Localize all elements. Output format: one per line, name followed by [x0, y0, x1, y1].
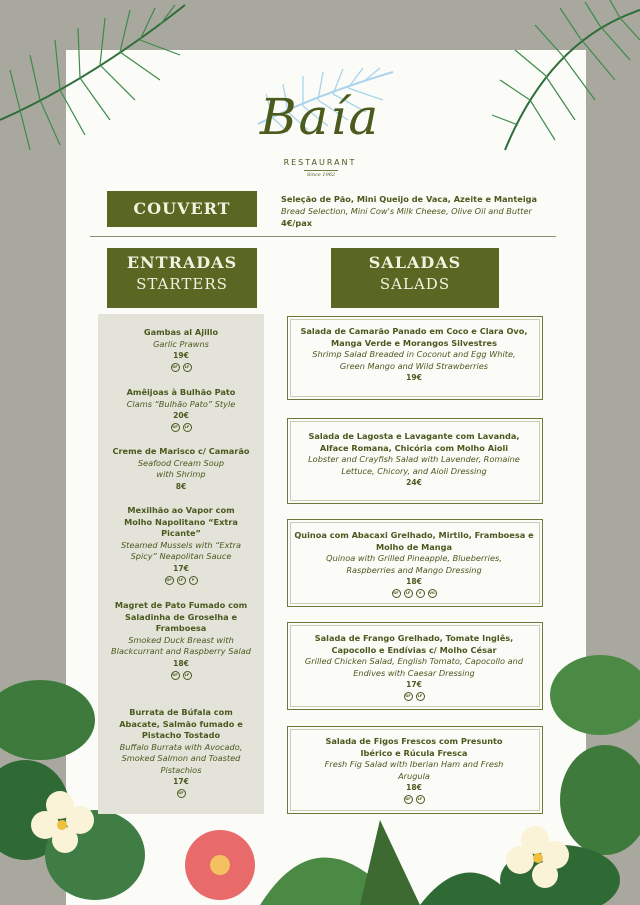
- item-name-en: Seafood Cream Soup with Shrimp: [137, 457, 225, 479]
- item-price: 18€: [406, 783, 422, 792]
- item-name-pt: Creme de Marisco c/ Camarão: [112, 446, 250, 456]
- item-name-en: Fresh Fig Salad with Iberian Ham and Fresh Arugula: [324, 759, 504, 781]
- couvert-en: Bread Selection, Mini Cow's Milk Cheese, Olive Oil and Butter: [281, 206, 532, 216]
- diet-icons: [104, 363, 258, 372]
- vegetarian-icon: V: [416, 589, 425, 598]
- lactose-free-icon: LF: [404, 589, 413, 598]
- saladas-title-en: SALADS: [379, 275, 451, 293]
- logo-since: Since 1962: [304, 170, 338, 178]
- gluten-free-icon: GF: [165, 576, 174, 585]
- gluten-free-icon: GF: [171, 363, 180, 372]
- item-name-pt: Salada de Camarão Panado em Coco e Clara Ovo, Manga Verde e Morangos Silvestres: [300, 326, 528, 348]
- item-price: 17€: [173, 563, 189, 573]
- logo-subtitle: RESTAURANT: [283, 158, 357, 167]
- pork-icon: P: [189, 576, 198, 585]
- diet-icons: [293, 589, 535, 598]
- couvert-description: [281, 193, 581, 229]
- item-name-en: Lobster and Crayfish Salad with Lavender, Romaine Lettuce, Chicory, and Aioli Dressing: [308, 454, 520, 476]
- starter-item: [104, 327, 258, 372]
- starter-item: [104, 505, 258, 585]
- starter-item: [104, 387, 258, 432]
- item-name-pt: Quinoa com Abacaxi Grelhado, Mirtilo, Framboesa e Molho de Manga: [294, 530, 534, 552]
- item-name-en: Buffalo Burrata with Avocado, Smoked Salmon and Toasted Pistachios: [119, 741, 243, 775]
- salad-item: [293, 530, 535, 598]
- logo-wordmark: Baía: [259, 88, 381, 146]
- item-name-en: Clams “Bulhão Pato” Style: [126, 398, 236, 409]
- item-name-en: Grilled Chicken Salad, English Tomato, Capocollo and Endives with Caesar Dressing: [304, 656, 524, 678]
- item-name-en: Shrimp Salad Breaded in Coconut and Egg White, Green Mango and Wild Strawberries: [312, 349, 516, 371]
- salad-item: [293, 431, 535, 489]
- lactose-free-icon: LF: [416, 795, 425, 804]
- vegan-icon: VG: [428, 589, 437, 598]
- item-name-pt: Burrata de Búfala com Abacate, Salmão fumado e Pistacho Tostado: [119, 707, 243, 740]
- gluten-free-icon: GF: [177, 789, 186, 798]
- gluten-free-icon: GF: [171, 671, 180, 680]
- diet-icons: [104, 789, 258, 798]
- item-name-en: Quinoa with Grilled Pineapple, Blueberries, Raspberries and Mango Dressing: [326, 553, 502, 575]
- diet-icons: [104, 423, 258, 432]
- item-name-pt: Salada de Figos Frescos com Presunto Ibérico e Rúcula Fresca: [325, 736, 503, 758]
- item-price: 20€: [173, 411, 189, 420]
- saladas-title-pt: SALADAS: [368, 253, 462, 272]
- item-price: 17€: [173, 777, 189, 786]
- saladas-label: [331, 248, 499, 308]
- lactose-free-icon: LF: [183, 423, 192, 432]
- item-name-pt: Mexilhão ao Vapor com Molho Napolitano “Extra Picante”: [124, 505, 238, 538]
- couvert-label: COUVERT: [107, 191, 257, 227]
- item-name-en: Steamed Mussels with “Extra Spicy” Neapolitan Sauce: [120, 539, 242, 561]
- starter-item: [104, 707, 258, 798]
- starter-item: [104, 446, 258, 493]
- item-price: 19€: [173, 351, 189, 360]
- entradas-label: [107, 248, 257, 308]
- gluten-free-icon: GF: [171, 423, 180, 432]
- item-name-pt: Salada de Frango Grelhado, Tomate Inglês, Capocollo e Endívias c/ Molho César: [314, 633, 514, 655]
- entradas-title-en: STARTERS: [136, 275, 228, 293]
- item-price: 18€: [406, 577, 422, 586]
- item-price: 18€: [173, 658, 189, 668]
- item-name-pt: Salada de Lagosta e Lavagante com Lavanda, Alface Romana, Chicória com Molho Aioli: [308, 431, 520, 453]
- diet-icons: [104, 576, 258, 585]
- item-price: 24€: [406, 478, 422, 487]
- gluten-free-icon: GF: [392, 589, 401, 598]
- lactose-free-icon: LF: [183, 363, 192, 372]
- starter-item: [104, 600, 258, 680]
- couvert-pt: Seleção de Pão, Mini Queijo de Vaca, Azeite e Manteiga: [281, 194, 538, 204]
- entradas-title-pt: ENTRADAS: [126, 253, 238, 272]
- diet-icons: [293, 692, 535, 701]
- item-price: 8€: [175, 481, 187, 491]
- item-name-pt: Gambas al Ajillo: [143, 327, 219, 337]
- couvert-price: 4€/pax: [281, 218, 313, 228]
- section-divider: [90, 236, 556, 237]
- salad-item: [293, 736, 535, 804]
- item-name-en: Smoked Duck Breast with Blackcurrant and Raspberry Salad: [111, 634, 251, 656]
- diet-icons: [104, 671, 258, 680]
- item-price: 19€: [406, 373, 422, 382]
- item-name-pt: Amêijoas à Bulhão Pato: [126, 387, 236, 397]
- item-name-pt: Magret de Pato Fumado com Saladinha de Groselha e Framboesa: [114, 600, 248, 633]
- item-price: 17€: [406, 680, 422, 689]
- item-name-en: Garlic Prawns: [153, 338, 209, 349]
- gluten-free-icon: GF: [404, 795, 413, 804]
- diet-icons: [293, 795, 535, 804]
- lactose-free-icon: LF: [183, 671, 192, 680]
- salad-item: [293, 633, 535, 701]
- salad-item: [293, 326, 535, 384]
- lactose-free-icon: LF: [416, 692, 425, 701]
- gluten-free-icon: GF: [404, 692, 413, 701]
- lactose-free-icon: LF: [177, 576, 186, 585]
